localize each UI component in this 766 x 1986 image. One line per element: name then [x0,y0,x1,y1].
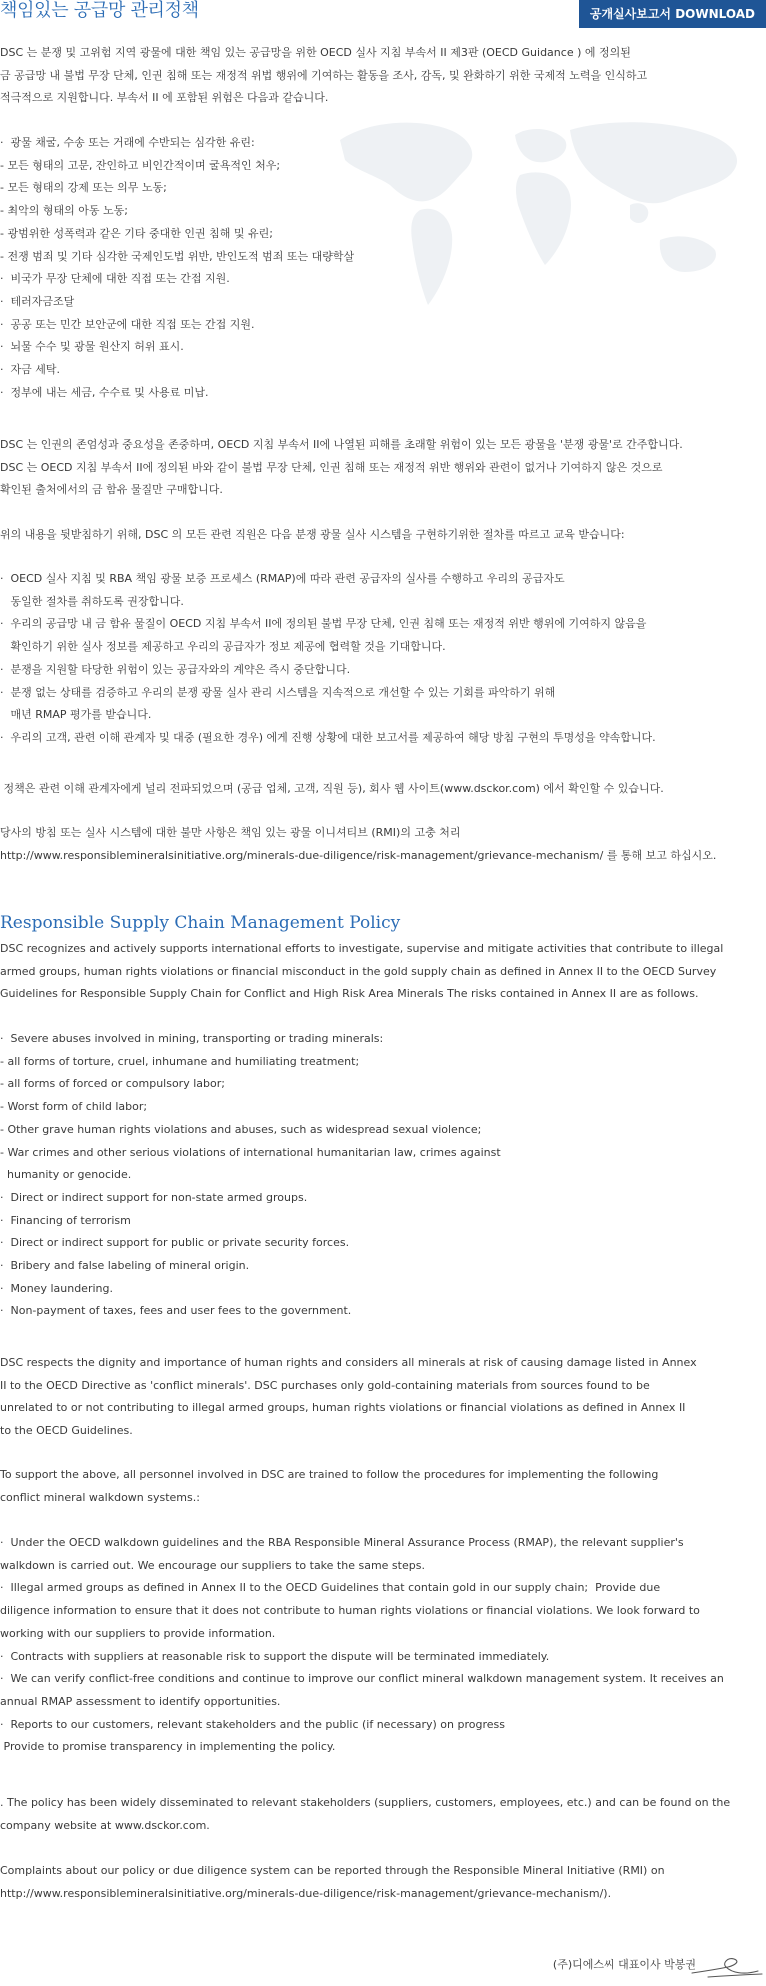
handwritten-signature-icon [688,1951,766,1983]
list-item: · 뇌물 수수 및 광물 원산지 허위 표시. [0,340,184,354]
paragraph-line: 당사의 방침 또는 실사 시스템에 대한 불만 사항은 책임 있는 광물 이니셔티브 (RMI)의 고충 처리 [0,826,461,839]
page-title-korean: 책임있는 공급망 관리정책 [0,0,199,21]
list-item: · 분쟁 없는 상태를 검증하고 우리의 분쟁 광물 실사 관리 시스템을 지속적으로 개선할 수 있는 기회를 파악하기 위해 [0,685,556,699]
korean-intro-line: 금 공급망 내 불법 무장 단체, 인권 침해 또는 재정적 위법 행위에 기여하는 활동을 조사, 감독, 및 완화하기 위한 국제적 노력을 인식하고 [0,68,648,82]
paragraph-line: DSC 는 인권의 존엄성과 중요성을 존중하며, OECD 지침 부속서 II에 나열된 피해를 초래할 위험이 있는 모든 광물을 '분쟁 광물'로 간주합니다. [0,438,683,451]
list-item: · Non-payment of taxes, fees and user fees to the government. [0,1304,352,1318]
paragraph-line: II to the OECD Directive as 'conflict minerals'. DSC purchases only gold-containing materials from sources found to be [0,1378,650,1392]
list-item: - Other grave human rights violations and abuses, such as widespread sexual violence; [0,1122,482,1136]
signature-block [506,1951,766,1981]
list-item: · Direct or indirect support for non-state armed groups. [0,1190,308,1204]
list-item: - 모든 형태의 고문, 잔인하고 비인간적이며 굴욕적인 처우; [0,158,281,172]
paragraph-line: 확인된 출처에서의 금 함유 물질만 구매합니다. [0,483,223,497]
list-item: - War crimes and other serious violations of international humanitarian law, crimes against [0,1145,501,1159]
english-risk-list [0,1028,766,1323]
list-item: - all forms of torture, cruel, inhumane and humiliating treatment; [0,1054,360,1068]
list-item: · Under the OECD walkdown guidelines and the RBA Responsible Mineral Assurance Process (RMAP), the relevant supplier's [0,1536,684,1549]
english-intro [0,938,766,1006]
korean-intro-line: 적극적으로 지원합니다. 부속서 II 에 포함된 위험은 다음과 같습니다. [0,91,329,105]
list-item: diligence information to ensure that it does not contribute to human rights violations or financial violations. We look forward to [0,1604,700,1618]
list-item: · We can verify conflict-free conditions and continue to improve our conflict mineral walkdown management system. It receives an [0,1672,724,1686]
korean-intro-line: DSC 는 분쟁 및 고위험 지역 광물에 대한 책임 있는 공급망을 위한 OECD 실사 지침 부속서 II 제3판 (OECD Guidance ) 에 정의된 [0,46,631,59]
paragraph-line: 정책은 관련 이해 관계자에게 널리 전파되었으며 (공급 업체, 고객, 직원 등), 회사 웹 사이트(www.dsckor.com) 에서 확인할 수 있습니다. [0,782,664,795]
paragraph-line: . The policy has been widely disseminated to relevant stakeholders (suppliers, customers, employees, etc.) and can be found on the [0,1796,731,1809]
english-procedure-list [0,1532,766,1759]
signature-text: (주)디에스씨 대표이사 박봉권 [552,1958,696,1971]
english-grievance [0,1860,766,1905]
paragraph-line: unrelated to or not contributing to illegal armed groups, human rights violations or financial violations as defined in Annex II [0,1401,686,1415]
list-item: - 전쟁 범죄 및 기타 심각한 국제인도법 위반, 반인도적 범죄 또는 대량학살 [0,249,355,263]
english-respect-paragraph [0,1352,766,1443]
paragraph-line: to the OECD Guidelines. [0,1424,133,1438]
section-title-english: Responsible Supply Chain Management Policy [0,913,401,933]
list-item: · 광물 채굴, 수송 또는 거래에 수반되는 심각한 유린: [0,136,255,149]
paragraph-line: armed groups, human rights violations or financial misconduct in the gold supply chain as defined in Annex II to the OECD Survey [0,964,717,978]
list-item: Provide to promise transparency in implementing the policy. [0,1740,336,1754]
paragraph-line: To support the above, all personnel involved in DSC are trained to follow the procedures for implementing the following [0,1468,659,1481]
list-item: humanity or genocide. [0,1168,132,1182]
korean-intro [0,42,766,110]
list-item: annual RMAP assessment to identify opportunities. [0,1694,281,1708]
list-item: walkdown is carried out. We encourage our suppliers to take the same steps. [0,1558,425,1572]
paragraph-line: conflict mineral walkdown systems.: [0,1490,200,1504]
korean-grievance [0,822,766,867]
paragraph-line: Complaints about our policy or due diligence system can be reported through the Responsible Mineral Initiative (RMI) on [0,1864,665,1877]
list-item: · 분쟁을 지원할 타당한 위험이 있는 공급자와의 계약은 즉시 중단합니다. [0,662,351,676]
list-item: · 자금 세탁. [0,363,60,377]
korean-procedure-list [0,568,766,750]
list-item: · Contracts with suppliers at reasonable risk to support the dispute will be terminated immediately. [0,1649,550,1663]
list-item: · Illegal armed groups as defined in Annex II to the OECD Guidelines that contain gold in our supply chain; Provide due [0,1581,661,1595]
list-item: - all forms of forced or compulsory labor; [0,1077,225,1091]
grievance-link[interactable]: http://www.responsiblemineralsinitiative.org/minerals-due-diligence/risk-management/grievance-mechanism/). [0,1886,612,1900]
paragraph-line: DSC recognizes and actively supports international efforts to investigate, supervise and mitigate activities that contribute to illegal [0,942,724,955]
paragraph-line: 위의 내용을 뒷받침하기 위해, DSC 의 모든 관련 직원은 다음 분쟁 광물 실사 시스템을 구현하기위한 절차를 따르고 교육 받습니다: [0,528,625,541]
list-item: working with our suppliers to provide information. [0,1626,276,1640]
grievance-link[interactable]: http://www.responsiblemineralsinitiative.org/minerals-due-diligence/risk-management/grievance-mechanism/ 를 통해 보고 하십시오. [0,848,717,862]
paragraph-line: Guidelines for Responsible Supply Chain for Conflict and High Risk Area Minerals The risks contained in Annex II are as follows. [0,987,699,1001]
download-report-button[interactable]: 공개실사보고서 DOWNLOAD [579,0,766,28]
list-item: · 공공 또는 민간 보안군에 대한 직접 또는 간접 지원. [0,317,255,331]
list-item: · 정부에 내는 세금, 수수료 및 사용료 미납. [0,385,209,399]
list-item: - Worst form of child labor; [0,1100,148,1114]
korean-training [0,524,766,547]
korean-respect-paragraph [0,434,766,502]
paragraph-line: DSC respects the dignity and importance of human rights and considers all minerals at risk of causing damage listed in Annex [0,1356,697,1369]
list-item: · OECD 실사 지침 및 RBA 책임 광물 보증 프로세스 (RMAP)에 따라 관련 공급자의 실사를 수행하고 우리의 공급자도 [0,572,565,585]
list-item: 확인하기 위한 실사 정보를 제공하고 우리의 공급자가 정보 제공에 협력할 것을 기대합니다. [0,640,446,654]
list-item: - 모든 형태의 강제 또는 의무 노동; [0,181,167,195]
english-training [0,1464,766,1509]
list-item: · 비국가 무장 단체에 대한 직접 또는 간접 지원. [0,272,230,286]
list-item: · 테러자금조달 [0,294,75,308]
list-item: - 광범위한 성폭력과 같은 기타 중대한 인권 침해 및 유린; [0,226,273,240]
list-item: · 우리의 공급망 내 금 함유 물질이 OECD 지침 부속서 II에 정의된 불법 무장 단체, 인권 침해 또는 재정적 위반 행위에 기여하지 않음을 [0,617,647,631]
list-item: · Severe abuses involved in mining, transporting or trading minerals: [0,1032,384,1045]
list-item: - 최악의 형태의 아동 노동; [0,204,128,218]
paragraph-line: company website at www.dsckor.com. [0,1818,210,1832]
list-item: · Money laundering. [0,1281,113,1295]
english-dissemination [0,1792,766,1837]
list-item: 동일한 절차를 취하도록 권장합니다. [0,594,184,608]
korean-risk-list [0,132,766,404]
paragraph-line: DSC 는 OECD 지침 부속서 II에 정의된 바와 같이 불법 무장 단체, 인권 침해 또는 재정적 위반 행위와 관련이 없거나 기여하지 않은 것으로 [0,460,663,474]
list-item: · Bribery and false labeling of mineral origin. [0,1259,250,1273]
list-item: 매년 RMAP 평가를 받습니다. [0,708,152,722]
list-item: · Direct or indirect support for public or private security forces. [0,1236,350,1250]
korean-dissemination [0,778,766,801]
list-item: · Reports to our customers, relevant stakeholders and the public (if necessary) on progress [0,1717,505,1731]
list-item: · Financing of terrorism [0,1213,131,1227]
list-item: · 우리의 고객, 관련 이해 관계자 및 대중 (필요한 경우) 에게 진행 상황에 대한 보고서를 제공하여 해당 방침 구현의 투명성을 약속합니다. [0,730,656,744]
